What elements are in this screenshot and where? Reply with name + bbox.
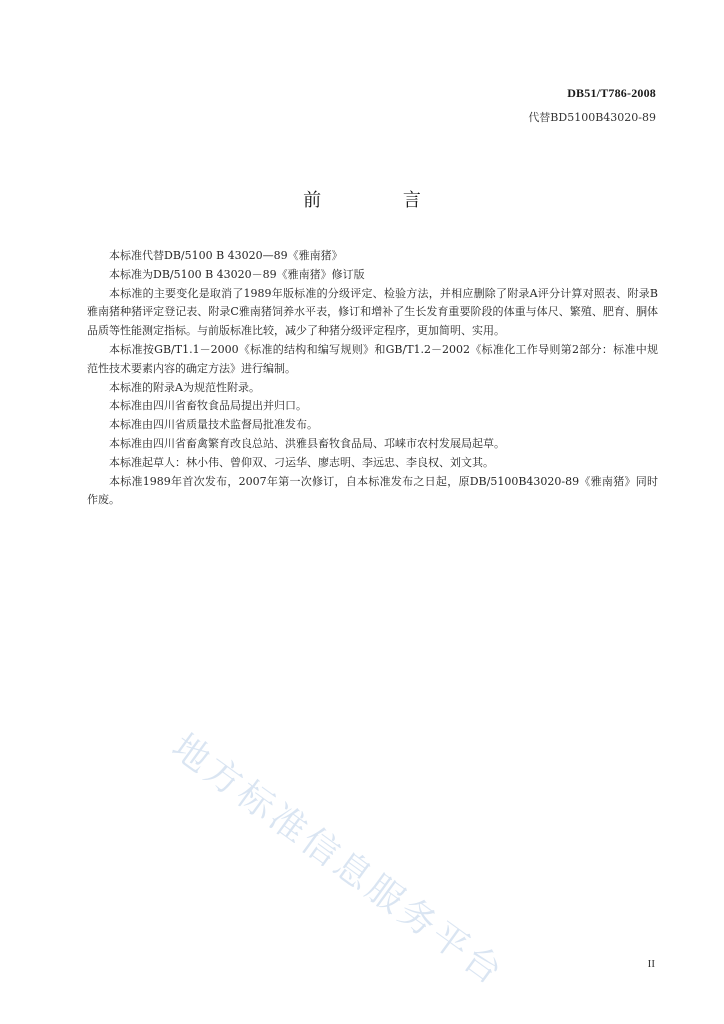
standard-number: DB51/T786-2008 [567,86,656,100]
paragraph: 本标准由四川省畜牧食品局提出并归口。 [109,399,307,413]
watermark: 地方标准信息服务平台 [164,726,512,995]
paragraph: 本标准代替DB/5100 B 43020—89《雅南猪》 [109,249,343,262]
page-number: II [647,958,655,970]
replaces-standard: 代替BD5100B43020-89 [528,111,656,124]
paragraph: 本标准按GB/T1.1－2000《标准的结构和编写规则》和GB/T1.2－2002《标准化工作导则第2部分：标准中规范性技术要素内容的确定方法》进行编制。 [87,342,658,375]
paragraph: 本标准为DB/5100 B 43020－89《雅南猪》修订版 [109,267,365,281]
paragraph: 本标准由四川省质量技术监督局批准发布。 [109,418,318,432]
paragraph: 本标准由四川省畜禽繁育改良总站、洪雅县畜牧食品局、邛崃市农村发展局起草。 [109,436,505,450]
foreword-heading: 前 言 [303,190,459,211]
paragraph: 本标准的主要变化是取消了1989年版标准的分级评定、检验方法，并相应删除了附录A评分计算对照表、附录B雅南猪种猪评定登记表、附录C雅南猪饲养水平表，修订和增补了生长发育重要阶段的体重与体尺、繁殖、肥育、胴体品质等性能测定指标。与前版标准比较，减少了种猪分级评定程序，更加简明、实用。 [87,286,658,338]
paragraph: 本标准的附录A为规范性附录。 [109,380,260,394]
paragraph: 本标准1989年首次发布，2007年第一次修订，自本标准发布之日起，原DB/5100B43020-89《雅南猪》同时作废。 [87,474,658,507]
paragraph: 本标准起草人：林小伟、曾仰双、刁运华、廖志明、李远忠、李良权、刘文其。 [109,455,494,469]
foreword-body [87,247,658,510]
